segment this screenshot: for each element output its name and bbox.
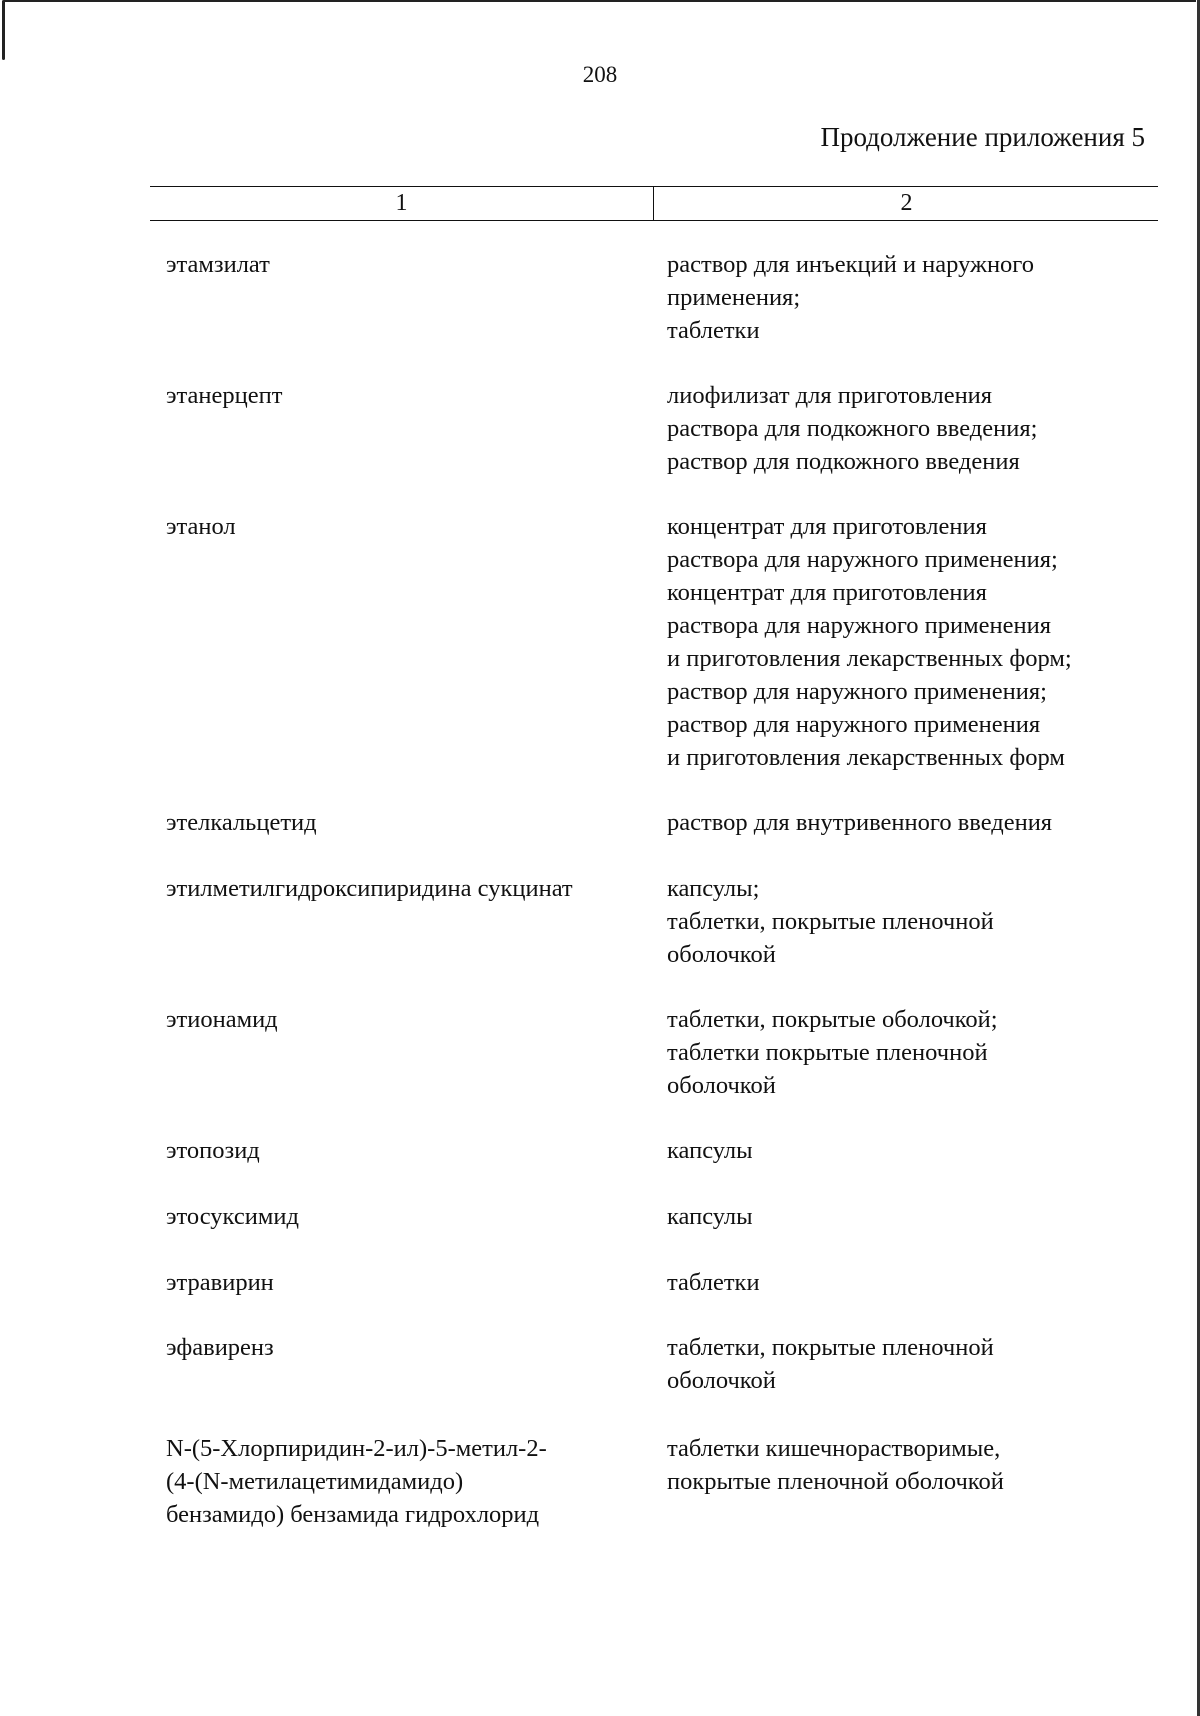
drug-name: этравирин	[166, 1269, 274, 1296]
dosage-form: таблетки, покрытые оболочкой; таблетки покрытые пленочной оболочкой	[667, 1006, 998, 1099]
drug-name: этопозид	[166, 1137, 260, 1164]
dosage-form: капсулы; таблетки, покрытые пленочной оболочкой	[667, 875, 994, 968]
dosage-form: капсулы	[667, 1203, 753, 1230]
appendix-note: Продолжение приложения 5	[820, 122, 1145, 152]
drug-name: этосуксимид	[166, 1203, 299, 1230]
page-number: 208	[582, 62, 618, 87]
dosage-form: таблетки, покрытые пленочной оболочкой	[667, 1334, 994, 1394]
dosage-form: таблетки	[667, 1269, 760, 1296]
column-header-1: 1	[150, 187, 654, 220]
table-header	[150, 186, 1158, 221]
dosage-form: таблетки кишечнорастворимые, покрытые пленочной оболочкой	[667, 1435, 1004, 1495]
scan-border-top	[4, 0, 1196, 2]
dosage-form: концентрат для приготовления раствора для наружного применения; концентрат для приготовления раствора для наружного применения и приготовления лекарственных форм; раствор для наружного применения; раствор для наружного применения и приготовления лекарственных форм	[667, 513, 1072, 771]
drug-name: этилметилгидроксипиридина сукцинат	[166, 875, 573, 902]
dosage-form: лиофилизат для приготовления раствора для подкожного введения; раствор для подкожного введения	[667, 382, 1038, 475]
drug-name: N-(5-Хлорпиридин-2-ил)-5-метил-2- (4-(N-метилацетимидамидо) бензамидо) бензамида гидрохлорид	[166, 1435, 547, 1528]
drug-name: этелкальцетид	[166, 809, 317, 836]
column-header-2: 2	[900, 190, 913, 216]
drug-name: эфавиренз	[166, 1334, 274, 1361]
dosage-form: раствор для внутривенного введения	[667, 809, 1053, 836]
dosage-form: раствор для инъекций и наружного применения; таблетки	[667, 251, 1034, 344]
drug-name: этионамид	[166, 1006, 278, 1033]
scan-border-left	[2, 0, 5, 60]
drug-name: этамзилат	[166, 251, 270, 278]
drug-name: этанол	[166, 513, 236, 540]
drug-name: этанерцепт	[166, 382, 283, 409]
dosage-form: капсулы	[667, 1137, 753, 1164]
